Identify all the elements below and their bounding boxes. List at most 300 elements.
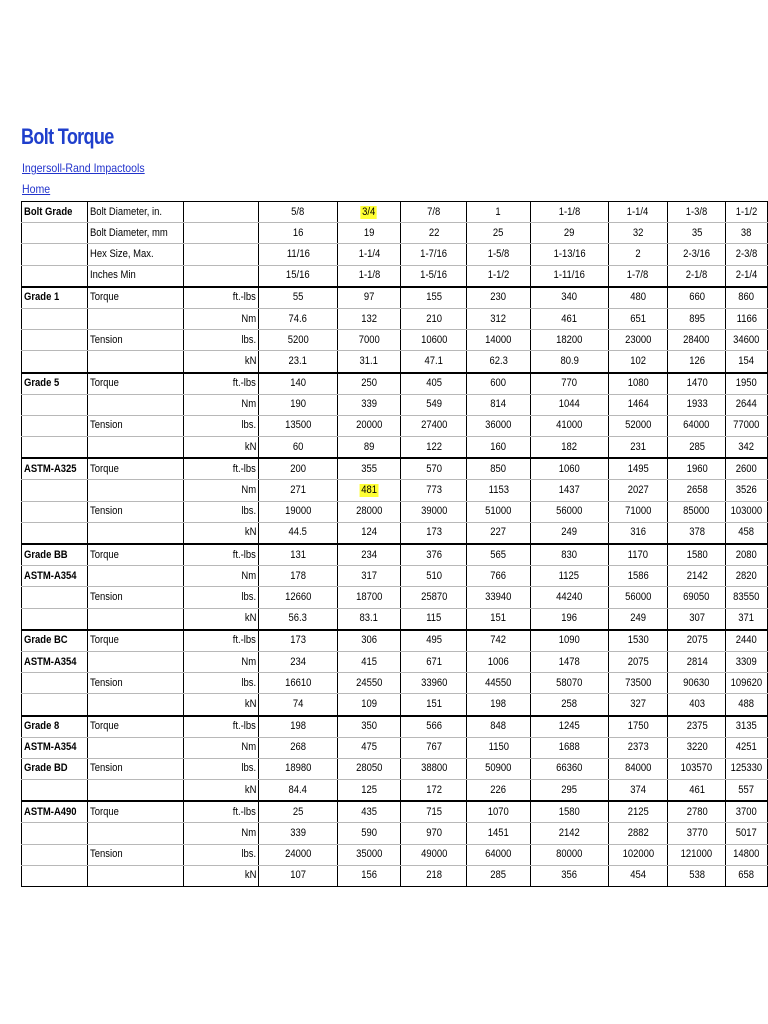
value-cell-text: 154	[738, 354, 755, 367]
value-cell	[726, 244, 768, 265]
value-cell	[726, 608, 768, 630]
value-cell-text: 66360	[556, 762, 583, 775]
unit-cell	[183, 801, 259, 823]
value-cell	[337, 716, 401, 738]
value-cell-text: 2780	[686, 805, 708, 818]
grade-cell	[22, 223, 88, 244]
value-cell	[530, 437, 608, 459]
value-cell	[726, 373, 768, 395]
value-cell-text: 33960	[420, 676, 447, 689]
value-cell	[259, 394, 338, 415]
unit-cell	[183, 437, 259, 459]
unit-cell-text: lbs.	[241, 505, 257, 518]
value-cell-text: 2142	[686, 569, 708, 582]
value-cell-text: 5200	[287, 333, 309, 346]
value-cell-text: 20000	[355, 419, 383, 432]
value-cell	[726, 865, 768, 886]
value-cell-text: 16610	[284, 676, 312, 689]
value-cell-text: 190	[290, 398, 306, 411]
value-cell	[401, 630, 467, 652]
value-cell-text: 109	[361, 697, 377, 710]
grade-cell	[22, 673, 88, 694]
value-cell-text: 14800	[733, 848, 760, 861]
value-cell	[608, 244, 668, 265]
value-cell-text: 1-1/2	[735, 205, 758, 218]
unit-cell-text: ft.-lbs	[233, 548, 257, 561]
ingersoll-rand-link[interactable]: Ingersoll-Rand Impactools	[22, 161, 145, 175]
value-cell-text: 38	[741, 226, 752, 239]
value-cell	[530, 694, 608, 716]
value-cell-text: 1166	[736, 312, 757, 325]
value-cell	[608, 587, 668, 608]
property-cell-text: Inches Min	[90, 269, 136, 282]
table-row	[22, 458, 768, 480]
value-cell	[467, 673, 531, 694]
value-cell	[259, 630, 338, 652]
value-cell-text: 2375	[686, 720, 708, 733]
value-cell	[530, 501, 608, 522]
value-cell-text: 125330	[730, 762, 763, 775]
value-cell	[668, 522, 726, 544]
unit-cell	[183, 608, 259, 630]
value-cell	[401, 265, 467, 287]
value-cell-text: 316	[630, 526, 646, 539]
value-cell-text: 1-5/16	[420, 269, 448, 282]
value-cell	[668, 630, 726, 652]
property-cell	[88, 780, 183, 802]
property-cell-text: Tension	[90, 505, 123, 518]
value-cell-text: 830	[561, 548, 578, 561]
value-cell	[401, 501, 467, 522]
value-cell	[259, 522, 338, 544]
value-cell-text: 49000	[420, 848, 447, 861]
property-cell	[88, 630, 183, 652]
value-cell	[337, 330, 401, 351]
value-cell-text: 312	[490, 312, 507, 325]
property-cell	[88, 437, 183, 459]
value-cell-text: 340	[561, 291, 578, 304]
value-cell-text: 970	[425, 827, 442, 840]
value-cell-text: 90630	[683, 676, 710, 689]
property-cell	[88, 823, 183, 844]
value-cell-text: 1464	[627, 398, 649, 411]
value-cell-text: 25	[292, 805, 304, 818]
value-cell-text: 7/8	[427, 205, 441, 218]
value-cell-text: 1-1/4	[358, 247, 380, 260]
grade-cell-text: ASTM-A490	[24, 805, 77, 818]
unit-cell	[183, 308, 259, 329]
value-cell-text: 102	[630, 354, 646, 367]
value-cell-text: 2080	[736, 548, 758, 561]
unit-cell	[183, 844, 259, 865]
value-cell	[726, 651, 768, 672]
value-cell	[726, 501, 768, 522]
value-cell-text: 35	[691, 226, 703, 239]
property-cell-text: Torque	[90, 805, 120, 818]
value-cell	[668, 202, 726, 223]
value-cell	[668, 437, 726, 459]
value-cell	[668, 501, 726, 522]
unit-cell-text: lbs.	[241, 762, 257, 775]
property-cell-text: Tension	[90, 676, 123, 689]
table-row	[22, 223, 768, 244]
grade-cell-text: Grade 5	[24, 377, 60, 390]
value-cell-text: 1060	[558, 462, 580, 475]
value-cell	[467, 330, 531, 351]
value-cell-text: 510	[425, 569, 442, 582]
value-cell	[467, 587, 531, 608]
value-cell	[259, 566, 338, 587]
value-cell	[401, 522, 467, 544]
property-cell	[88, 865, 183, 886]
unit-cell-text: lbs.	[241, 676, 257, 689]
property-cell	[88, 223, 183, 244]
value-cell	[530, 673, 608, 694]
value-cell-text: 895	[688, 312, 705, 325]
value-cell	[467, 287, 531, 309]
unit-cell	[183, 737, 259, 758]
value-cell-text: 2-1/4	[735, 269, 758, 282]
value-cell	[259, 223, 338, 244]
value-cell	[401, 587, 467, 608]
value-cell-text: 2075	[686, 634, 708, 647]
value-cell-text: 103000	[730, 505, 763, 518]
value-cell	[608, 673, 668, 694]
value-cell-text: 2125	[627, 805, 649, 818]
value-cell	[259, 865, 338, 886]
value-cell-text: 3/4	[362, 205, 376, 218]
value-cell-text: 35000	[355, 848, 383, 861]
grade-cell-text: Grade 1	[24, 291, 60, 304]
value-cell-text: 218	[425, 869, 442, 882]
value-cell	[726, 801, 768, 823]
unit-cell	[183, 694, 259, 716]
value-cell-text: 2075	[627, 655, 649, 668]
grade-cell-text: Bolt Grade	[24, 205, 73, 218]
property-cell	[88, 415, 183, 436]
table-row	[22, 865, 768, 886]
value-cell-text: 125	[361, 783, 377, 796]
value-cell-text: 2658	[686, 484, 708, 497]
unit-cell-text: kN	[244, 526, 257, 539]
grade-cell	[22, 780, 88, 802]
value-cell	[337, 394, 401, 415]
value-cell-text: 566	[425, 720, 442, 733]
value-cell-text: 1-1/8	[358, 269, 380, 282]
value-cell	[401, 801, 467, 823]
property-cell	[88, 544, 183, 566]
value-cell	[668, 780, 726, 802]
unit-cell-text: Nm	[241, 312, 257, 325]
home-link[interactable]: Home	[22, 182, 51, 196]
value-cell-text: 1170	[627, 548, 649, 561]
value-cell	[530, 223, 608, 244]
value-cell-text: 317	[361, 569, 377, 582]
unit-cell	[183, 287, 259, 309]
grade-cell	[22, 415, 88, 436]
grade-cell	[22, 651, 88, 672]
table-row	[22, 587, 768, 608]
value-cell	[467, 566, 531, 587]
value-cell-text: 234	[290, 655, 306, 668]
value-cell-text: 151	[490, 612, 507, 625]
value-cell-text: 715	[425, 805, 442, 818]
value-cell-text: 481	[361, 484, 377, 497]
value-cell-text: 3220	[686, 741, 708, 754]
value-cell-text: 56000	[624, 590, 652, 603]
value-cell	[337, 823, 401, 844]
value-cell	[259, 373, 338, 395]
property-cell-text: Torque	[90, 548, 120, 561]
value-cell-text: 271	[290, 484, 306, 497]
value-cell	[467, 265, 531, 287]
value-cell	[259, 458, 338, 480]
value-cell-text: 403	[688, 697, 705, 710]
unit-cell-text: ft.-lbs	[233, 634, 257, 647]
value-cell	[467, 394, 531, 415]
value-cell-text: 1750	[627, 720, 649, 733]
value-cell	[726, 415, 768, 436]
table-row	[22, 823, 768, 844]
table-row	[22, 265, 768, 287]
value-cell-text: 1437	[558, 484, 580, 497]
value-cell	[608, 630, 668, 652]
value-cell	[608, 651, 668, 672]
value-cell-text: 285	[688, 440, 705, 453]
value-cell	[337, 737, 401, 758]
value-cell-text: 378	[688, 526, 705, 539]
grade-cell	[22, 823, 88, 844]
value-cell-text: 1245	[558, 720, 580, 733]
property-cell	[88, 373, 183, 395]
value-cell-text: 28050	[355, 762, 383, 775]
value-cell-text: 2644	[736, 398, 758, 411]
value-cell-text: 178	[290, 569, 306, 582]
value-cell	[608, 737, 668, 758]
table-row	[22, 351, 768, 373]
value-cell	[668, 244, 726, 265]
value-cell	[337, 373, 401, 395]
unit-cell	[183, 522, 259, 544]
value-cell	[530, 587, 608, 608]
grade-cell	[22, 244, 88, 265]
property-cell	[88, 351, 183, 373]
value-cell-text: 230	[490, 291, 507, 304]
value-cell	[259, 651, 338, 672]
value-cell-text: 249	[630, 612, 646, 625]
value-cell	[259, 244, 338, 265]
value-cell	[668, 844, 726, 865]
grade-cell	[22, 458, 88, 480]
property-cell-text: Torque	[90, 720, 120, 733]
value-cell-text: 12660	[284, 590, 312, 603]
value-cell-text: 107	[290, 869, 306, 882]
value-cell-text: 1006	[487, 655, 510, 668]
value-cell-text: 56000	[556, 505, 583, 518]
value-cell	[467, 223, 531, 244]
value-cell	[467, 351, 531, 373]
grade-cell	[22, 394, 88, 415]
unit-cell-text: Nm	[241, 655, 257, 668]
value-cell-text: 268	[290, 741, 306, 754]
unit-cell-text: kN	[244, 612, 257, 625]
value-cell	[337, 202, 401, 223]
value-cell	[530, 458, 608, 480]
unit-cell-text: Nm	[241, 827, 257, 840]
value-cell-text: 28400	[683, 333, 710, 346]
value-cell	[467, 630, 531, 652]
value-cell-text: 18700	[355, 590, 383, 603]
value-cell	[259, 437, 338, 459]
value-cell	[608, 480, 668, 501]
property-cell-text: Tension	[90, 762, 123, 775]
value-cell	[401, 415, 467, 436]
table-row	[22, 501, 768, 522]
value-cell-text: 1478	[558, 655, 580, 668]
value-cell-text: 71000	[624, 505, 652, 518]
table-row	[22, 544, 768, 566]
value-cell-text: 1125	[559, 569, 580, 582]
value-cell-text: 3135	[736, 720, 758, 733]
property-cell	[88, 673, 183, 694]
grade-cell	[22, 437, 88, 459]
value-cell-text: 36000	[485, 419, 512, 432]
grade-cell	[22, 544, 88, 566]
value-cell	[401, 673, 467, 694]
table-row	[22, 373, 768, 395]
value-cell-text: 2600	[736, 462, 758, 475]
value-cell	[608, 437, 668, 459]
value-cell	[401, 351, 467, 373]
property-cell-text: Tension	[90, 590, 123, 603]
value-cell	[668, 287, 726, 309]
value-cell	[337, 844, 401, 865]
value-cell	[726, 587, 768, 608]
value-cell-text: 1-1/8	[558, 205, 580, 218]
value-cell-text: 1-5/8	[487, 247, 510, 260]
unit-cell-text: kN	[244, 354, 257, 367]
value-cell	[726, 844, 768, 865]
value-cell	[608, 287, 668, 309]
unit-cell	[183, 780, 259, 802]
value-cell	[530, 780, 608, 802]
value-cell	[668, 351, 726, 373]
grade-cell	[22, 202, 88, 223]
unit-cell-text: ft.-lbs	[233, 805, 257, 818]
value-cell	[467, 651, 531, 672]
value-cell	[668, 758, 726, 779]
value-cell-text: 671	[425, 655, 442, 668]
value-cell-text: 249	[561, 526, 578, 539]
unit-cell-text: lbs.	[241, 419, 257, 432]
unit-cell	[183, 630, 259, 652]
table-row	[22, 694, 768, 716]
value-cell	[726, 673, 768, 694]
value-cell	[337, 587, 401, 608]
value-cell-text: 1-3/8	[685, 205, 708, 218]
value-cell-text: 600	[490, 377, 507, 390]
value-cell	[467, 244, 531, 265]
value-cell-text: 475	[361, 741, 377, 754]
value-cell-text: 22	[428, 226, 440, 239]
value-cell	[467, 415, 531, 436]
value-cell	[530, 522, 608, 544]
property-cell	[88, 716, 183, 738]
unit-cell-text: Nm	[241, 398, 257, 411]
value-cell-text: 355	[361, 462, 377, 475]
property-cell	[88, 330, 183, 351]
value-cell	[337, 780, 401, 802]
value-cell-text: 231	[630, 440, 646, 453]
value-cell	[259, 694, 338, 716]
value-cell	[467, 608, 531, 630]
value-cell	[726, 780, 768, 802]
value-cell	[668, 651, 726, 672]
value-cell	[401, 823, 467, 844]
value-cell-text: 55	[292, 291, 304, 304]
value-cell-text: 131	[290, 548, 306, 561]
value-cell-text: 234	[361, 548, 377, 561]
value-cell	[401, 566, 467, 587]
value-cell	[608, 223, 668, 244]
value-cell-text: 122	[425, 440, 442, 453]
value-cell	[401, 287, 467, 309]
value-cell	[337, 265, 401, 287]
value-cell-text: 860	[738, 291, 755, 304]
table-row	[22, 608, 768, 630]
value-cell-text: 198	[290, 720, 306, 733]
value-cell-text: 41000	[556, 419, 583, 432]
value-cell-text: 58070	[556, 676, 583, 689]
property-cell	[88, 522, 183, 544]
value-cell-text: 5017	[736, 827, 758, 840]
value-cell-text: 64000	[485, 848, 512, 861]
value-cell	[401, 480, 467, 501]
value-cell	[726, 758, 768, 779]
value-cell-text: 102000	[622, 848, 654, 861]
value-cell-text: 3309	[736, 655, 758, 668]
value-cell	[401, 716, 467, 738]
value-cell-text: 160	[490, 440, 507, 453]
value-cell-text: 1580	[558, 805, 580, 818]
value-cell	[530, 373, 608, 395]
value-cell-text: 356	[561, 869, 578, 882]
value-cell-text: 44550	[485, 676, 512, 689]
table-row	[22, 801, 768, 823]
unit-cell	[183, 330, 259, 351]
property-cell	[88, 265, 183, 287]
value-cell	[401, 694, 467, 716]
value-cell-text: 83550	[733, 590, 760, 603]
value-cell-text: 97	[363, 291, 375, 304]
value-cell-text: 1580	[686, 548, 708, 561]
value-cell	[259, 544, 338, 566]
property-cell	[88, 694, 183, 716]
unit-cell	[183, 458, 259, 480]
grade-cell	[22, 373, 88, 395]
value-cell-text: 115	[426, 612, 442, 625]
value-cell	[608, 415, 668, 436]
value-cell	[726, 223, 768, 244]
unit-cell	[183, 758, 259, 779]
table-row	[22, 844, 768, 865]
table-row	[22, 480, 768, 501]
unit-cell-text: ft.-lbs	[233, 377, 257, 390]
value-cell-text: 16	[292, 226, 304, 239]
value-cell	[337, 437, 401, 459]
value-cell	[726, 394, 768, 415]
value-cell	[726, 630, 768, 652]
